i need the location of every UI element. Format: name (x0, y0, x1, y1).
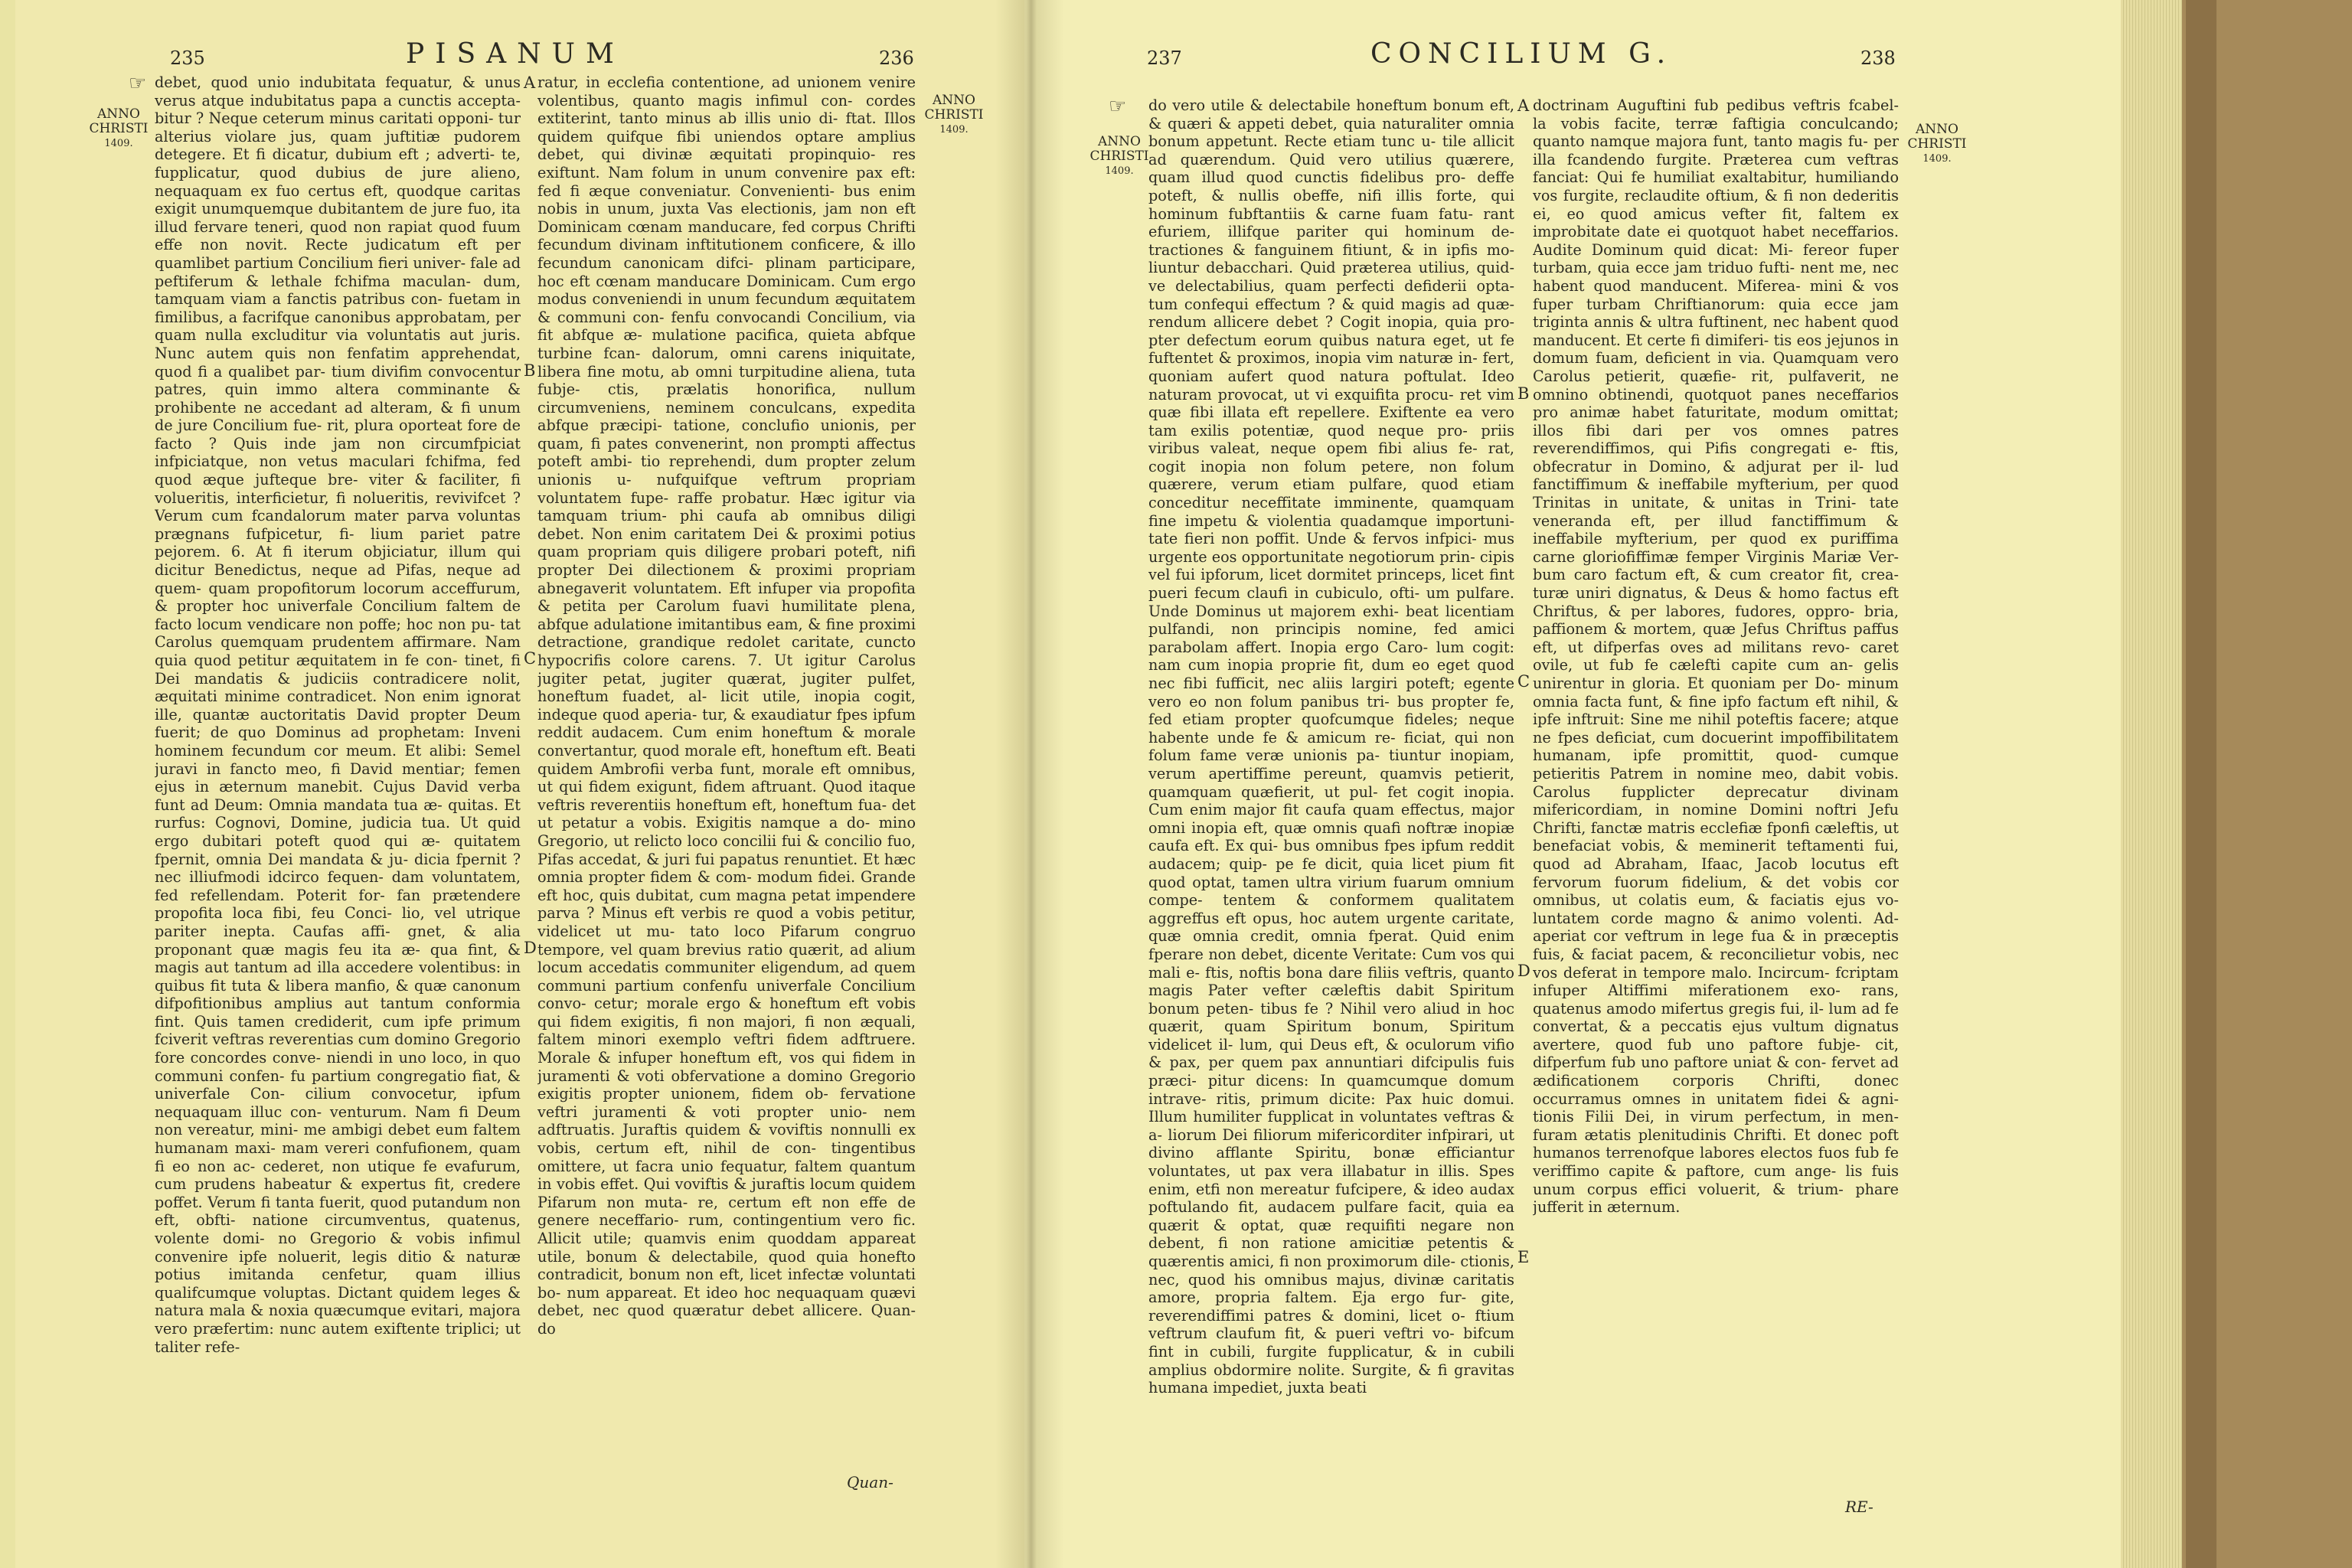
page-number-238: 238 (1860, 47, 1896, 69)
text-column-1 (155, 74, 521, 1475)
margin-christi: CHRISTI (1089, 149, 1149, 164)
section-letter-d: D (524, 939, 537, 957)
margin-christi: CHRISTI (924, 107, 984, 122)
margin-anno: ANNO (1098, 134, 1141, 149)
margin-year: 1409. (1105, 165, 1134, 177)
section-letter-c: C (524, 649, 537, 668)
pointing-hand-icon-left: ☞ (129, 72, 147, 95)
text-column-2 (537, 74, 916, 1513)
margin-christi: CHRISTI (1907, 136, 1967, 152)
margin-year: 1409. (104, 138, 133, 149)
margin-anno: ANNO (933, 93, 975, 108)
margin-christi: CHRISTI (89, 121, 149, 136)
margin-anno: ANNO (97, 106, 140, 122)
book-gutter (995, 0, 1064, 1568)
margin-note-anno-col3 (1087, 135, 1152, 178)
text-column-4 (1533, 96, 1899, 1314)
column-4-text: doctrinam Auguftini fub pedibus veftris fcabel- la vobis facite, terræ faftigia conculcando; quanto namque majora funt, tanto magis fu- per illa fcandendo furgite. Præterea cum veftras fanciat: Qui fe humiliat exaltabitur, humiliando vos furgite, reclaudite oftium, & fi non dederitis ei, eo quod amicus vefter fit, faltem ex improbitate date ei quotquot habet neceffarios. Audite Dominum quid dicat: Mi- fereor fuper turbam, quia ecce jam triduo fufti- nent me, nec habent quod manducent. Miferea- mini & vos fuper turbam Chriftianorum: quia ecce jam triginta annis & ultra fuftinent, nec habent quod manducent. Et certe fi dimiferi- tis eos jejunos in domum fuam, deficient in via. Quamquam vero Carolus petierit, quæfie- rit, pulfaverit, ne omnino obtinendi, quotquot panes neceffarios pro animæ habet faturitate, modum omittat; illos fibi dari per vos omnes patres reverendiffimos, qui Pifis congregati e- ftis, obfecratur in Domino, & adjurat per il- lud fanctiffimum & ineffabile myfterium, per quod Trinitas in unitate, & unitas in Trini- tate veneranda eft, per illud fanctiffimum & ineffabile myfterium, per quod ex puriffima carne gloriofiffimæ femper Virginis Mariæ Ver- bum caro factum eft, & cum creator fit, crea- turæ uniri dignatus, & Deus & homo factus eft Chriftus, & per labores, fudores, oppro- bria, paffionem & mortem, quæ Jefus Chriftus paffus eft, ut difperfas oves ad militans revo- caret ovile, ut fub fe cælefti capite cum an- gelis unirentur in gloria. Et quoniam per Do- minum omnia facta funt, & fine ipfo factum eft nihil, & ipfe inftruit: Sine me nihil poteftis facere; atque ne fpes deficiat, cum docuerint impoffibilitatem humanam, ipfe promittit, quod- cumque petieritis Patrem in nomine meo, dabit vobis. Carolus fupplicter deprecatur divinam mifericordiam, in nomine Domini noftri Jefu Chrifti, fanctæ matris ecclefiæ fponfi cæleftis, ut benefaciat vobis, & meminerit teftamenti fui, quod ad Abraham, Ifaac, Jacob locutus eft fervorum fuorum fidelium, & det vobis cor omnibus, ut colatis eum, & faciatis ejus vo- luntatem corde magno & animo volenti. Ad- aperiat cor veftrum in lege fua & in præceptis fuis, & faciat pacem, & reconcilietur vobis, nec vos deferat in tempore malo. Incircum- fcriptam infuper Altiffimi miferationem exo- rans, quatenus amodo mifertus gregis fui, il- lum ad fe convertat, & a peccatis ejus vultum dignatus avertere, quod fub uno paftore fubje- cit, difperfum fub uno paftore uniat & con- fervet ad ædificationem corporis Chrifti, donec occurramus omnes in unitatem fidei & agni- tionis Filii Dei, in virum perfectum, in men- furam ætatis plenitudinis Chrifti. Et donec poft humanos terrenofque labores electos fuos fub fe veriffimo capite & paftore, cum ange- lis fuis unum corpus effici voluerit, & trium- phare jufferit in æternum. (1533, 96, 1899, 1217)
column-2-text: ratur, in ecclefia contentione, ad unionem venire volentibus, quanto magis infimul con- cordes extiterint, tanto minus ab illis unio di- ftat. Illos quidem quifque fibi uniendos optare amplius debet, qui divinæ æquitati propinquio- res exiftunt. Nam folum in unum convenire pax eft: fed fi æque conveniatur. Convenienti- bus enim nobis in unum, juxta Vas electionis, jam non eft Dominicam cœnam manducare, fed corpus Chrifti fecundum divinam inftitutionem conficere, & illo fecundum canonicam difci- plinam participare, hoc eft cœnam manducare Dominicam. Cum ergo modus conveniendi in unum fecundum æquitatem & communi con- fenfu convocandi Concilium, via fit abfque æ- mulatione pacifica, quieta abfque turbine fcan- dalorum, omni carens iniquitate, libera fine motu, ab omni turpitudine aliena, tuta fubje- ctis, prælatis honorifica, nullum circumveniens, neminem conculcans, expedita abfque præcipi- tatione, conclufio unionis, per quam, fi pates convenerint, non prompti affectus poteft ambi- tio reprehendi, dum propter zelum unionis u- nufquifque veftrum propriam voluntatem fupe- raffe probatur. Hæc igitur via tamquam trium- phi caufa ab omnibus diligi debet. Non enim caritatem Dei & proximi potius quam propriam quis diligere probari poteft, nifi propter Dei dilectionem & proximi propriam abnegaverit voluntatem. Eft infuper via propofita & petita per Carolum fuavi humilitate plena, abfque adulatione imitantibus eam, & fine proximi detractione, grandique redolet caritate, cuncto hypocrifis colore carens. 7. Ut igitur Carolus jugiter petat, jugiter quærat, jugiter pulfet, honeftum fuadet, al- licit utile, inopia cogit, indeque quod aperia- tur, & exaudiatur fpes ipfum reddit audacem. Cum enim honeftum & morale convertantur, quod morale eft, honeftum eft. Beati quidem Ambrofii verba funt, morale eft omnibus, ut qui fidem exigunt, fidem aftruant. Quod itaque veftris reverentiis honeftum eft, honeftum fua- det ut petatur a vobis. Exigitis namque a do- mino Gregorio, ut relicto loco concilii fui & concilio fuo, Pifas accedat, & juri fui papatus renuntiet. Et hæc omnia propter fidem & com- modum fidei. Grande eft hoc, quis dubitat, cum magna petat impendere parva ? Minus eft verbis re quod a vobis petitur, videlicet ut mu- tato loco Pifarum congruo tempore, vel quam brevius ratio quærit, ad alium locum accedatis communiter eligendum, ad quem communi partium confenfu univerfale Concilium convo- cetur; morale ergo & honeftum eft vobis qui fidem exigitis, fi non majori, fi non æquali, faltem minori exemplo veftri fidem adftruere. Morale & infuper honeftum eft, vos qui fidem in juramenti & voti obfervatione a domino Gregorio exigitis propter unionem, fidem ob- fervatione veftri juramenti & voti propter unio- nem adftruatis. Juraftis quidem & voviftis nonnulli ex vobis, certum eft, nihil de con- tingentibus omittere, ut facra unio fequatur, faltem quantum in vobis effet. Qui voviftis & juraftis locum quidem Pifarum non muta- re, certum eft non effe de genere neceffario- rum, contingentium vero fic. Allicit utile; quamvis enim quoddam appareat utile, bonum & delectabile, quod quia honefto contradicit, bonum non eft, licet infectæ voluntati bo- num appareat. Et ideo hoc nequaquam quævi debet, nec quod quæratur debet allicere. Quan- do (537, 74, 916, 1338)
running-title-right: CONCILIUM G. (1370, 38, 1673, 70)
book-cover-edge (2186, 0, 2216, 1568)
running-title-left: PISANUM (406, 38, 625, 70)
page-number-236: 236 (879, 47, 914, 69)
column-3-text: do vero utile & delectabile honeftum bonum eft, & quæri & appeti debet, quia naturaliter omnia bonum appetunt. Recte etiam tunc u- tile allicit ad quærendum. Quid vero utilius quærere, quam illud quod cunctis fidelibus pro- deffe poteft, & nullis obeffe, nifi illis forte, qui hominum fubftantiis & carne fuam fatu- rant efuriem, illifque pariter qui hominum de- tractiones & fanguinem fitiunt, & in ipfis mo- liuntur debacchari. Quid præterea utilius, quid- ve delectabilius, quam perfecti defiderii opta- tum confequi effectum ? & quid magis ad quæ- rendum allicere debet ? Cogit inopia, quia pro- pter defectum eorum quibus natura eget, ut fe fuftentet & proximos, inopia vim naturæ in- fert, quoniam aufert quod natura poftulat. Ideo naturam provocat, ut vi exquifita procu- ret vim quæ fibi illata eft repellere. Exiftente ea vero tam exilis potentiæ, quod neque pro- priis viribus valeat, neque opem fibi alius fe- rat, cogit inopia non folum petere, non folum quærere, verum etiam pulfare, quod etiam conceditur neceffitate imminente, quamquam fine impetu & violentia quadamque importuni- tate fieri non poffit. Unde & fervos infpici- mus urgente eos opportunitate negotiorum prin- cipis vel fui ipforum, licet dormitet princeps, licet fint pueri fecum claufi in cubiculo, ofti- um pulfare. Unde Dominus ut majorem exhi- beat licentiam pulfandi, non principis nomine, fed amici parabolam affert. Inopia ergo Caro- lum cogit: nam cum inopia proprie fit, dum eo eget quod nec fibi fufficit, nec aliis largiri poteft; egente vero eo non folum panibus tri- bus propter fe, fed etiam propter quofcumque fideles; neque habente unde fe & amicum re- ficiat, qui non folum fame veræ unionis pa- tiuntur inopiam, verum apertiffime pereunt, quamvis petierit, quamquam quæfierit, ut pul- fet cogit inopia. Cum enim major fit caufa quam effectus, major omni inopia eft, quæ omnis quafi noftræ inopiæ caufa eft. Ex qui- bus omnibus fpes ipfum reddit audacem; quip- pe fe dicit, quia licet pium fit quod optat, tamen ultra virium fuarum omnium compe- tentem & conformem qualitatem aggreffus eft opus, hoc autem urgente caritate, quæ omnia credit, omnia fperat. Quid enim fperare non debet, dicente Veritate: Cum vos qui mali e- ftis, noftis bona dare filiis veftris, quanto magis Pater vefter cæleftis dabit Spiritum bonum peten- tibus fe ? Nihil vero aliud in hoc quærit, quam Spiritum bonum, Spiritum videlicet il- lum, qui Deus eft, & oculorum vifio & pax, per quem pax annuntiari difcipulis fuis præci- pitur dicens: In quamcumque domum intrave- ritis, primum dicite: Pax huic domui. Illum humiliter fupplicat in voluntates veftras & a- liorum Dei filiorum mifericorditer infpirari, ut divino afflante Spiritu, bonæ efficiantur voluntates, ut pax vera illabatur in illis. Spes enim, etfi non mereatur fufcipere, & ideo audax poftulando fit, audacem pulfare facit, quia ea quærit & optat, quæ requifiti negare non debent, fi non ratione amicitiæ petentis & quærentis amici, fi non proximorum dile- ctionis, nec, quod his omnibus majus, divinæ caritatis amore, propria faltem. Eja ergo fur- gite, reverendiffimi patres & domini, licet o- ftium veftrum claufum fit, & pueri veftri vo- bifcum fint in cubili, furgite fupplicatur, & in cubili amplius obdormire nolite. Surgite, & fi gravitas humana impediet, juxta beati (1148, 96, 1514, 1397)
margin-note-anno-right (1900, 122, 1974, 166)
section-letter-c: C (1517, 672, 1530, 691)
page-edges (2121, 0, 2182, 1568)
page-number-237: 237 (1147, 47, 1182, 69)
page-number-235: 235 (170, 47, 205, 69)
section-letter-b: B (524, 361, 536, 380)
margin-year: 1409. (1922, 153, 1952, 165)
margin-note-anno-col2 (917, 93, 991, 137)
catchword-col2: Quan- (847, 1473, 893, 1491)
margin-year: 1409. (939, 124, 969, 136)
catchword-page-end: RE- (1845, 1498, 1873, 1516)
pointing-hand-icon-right: ☞ (1109, 95, 1127, 118)
margin-note-anno-left (84, 107, 153, 151)
column-1-text: debet, quod unio indubitata fequatur, & unus verus atque indubitatus papa a cunctis accepta- bitur ? Neque ceterum minus caritati opponi- tur alterius violare jus, quam juftitiæ pudorem detegere. Et fi dicatur, dubium eft ; adverti- te, fupplicatur, quod dubius de jure alieno, nequaquam ex fuo certus eft, quodque caritas exigit unumquemque dubitantem de jure fuo, ita illud fervare teneri, quod non rapiat quod fuum effe non novit. Recte judicatum eft per quamlibet partium Concilium fieri univer- fale ad peftiferum & lethale fchifma maculan- dum, tamquam viam a fanctis patribus con- fuetam in fimilibus, a facrifque canonibus approbatam, per quam nulla excluditur via voluntatis aut juris. Nunc autem quis non fenfatim apprehendat, quod fi a qualibet par- tium divifim convocentur patres, quin immo altera comminante & prohibente ne accedant ad alteram, & fi unum de jure Concilium fue- rit, plura oporteat fore de facto ? Quis inde jam non circumfpiciat infpiciatque, non vetus maculari fchifma, fed quod æque jufteque bre- viter & faciliter, fi volueritis, interficietur, fi nolueritis, revivifcet ? Verum cum fcandalorum mater parva voluntas prægnans fufpicetur, fi- lium pariet patre pejorem. 6. At fi iterum objiciatur, illum qui dicitur Benedictus, neque ad Pifas, neque ad quem- quam propofitorum locorum acceffurum, & propter hoc univerfale Concilium faltem de facto locum vendicare non poffe; hoc non pu- tat Carolus quemquam prudentem affirmare. Nam quia quod petitur æquitatem in fe con- tinet, fi Dei mandatis & judiciis contradicere nolit, æquitati minime contradicet. Non enim ignorat ille, quantæ auctoritatis David propter Deum fuerit; de quo Dominus ad prophetam: Inveni hominem fecundum cor meum. Et alibi: Semel juravi in fancto meo, fi David mentiar; femen ejus in æternum manebit. Cujus David verba funt ad Deum: Omnia mandata tua æ- quitas. Et rurfus: Cognovi, Domine, judicia tua. Ut quid ergo dubitari poteft quod qui æ- quitatem fpernit, omnia Dei mandata & ju- dicia fpernit ? nec illiufmodi idcirco fequen- dam voluntatem, fed refellendam. Poterit for- fan prætendere propofita loca fibi, feu Conci- lio, vel utrique pariter inepta. Caufas affi- gnet, & alia proponant quæ magis feu ita æ- qua fint, & magis aut tantum ad illa accedere volentibus: in quibus fit tuta & libera manfio, & quæ canonum difpofitionibus amplius aut tantum conformia fint. Quis tamen crediderit, cum ipfe primum fciverit veftras reverentias cum domino Gregorio fore concordes conve- niendi in uno loco, in quo communi confen- fu partium congregatio fiat, & univerfale Con- cilium convocetur, ipfum nequaquam illuc con- venturum. Nam fi Deum non vereatur, mini- me ambigi debet eum faltem humanam maxi- mam vereri confufionem, quam fi eo non ac- cederet, non utique fe evafurum, cum prudens habeatur & expertus fit, credere poffet. Verum fi tanta fuerit, quod putandum non eft, obfti- natione circumventus, quatenus, volente domi- no Gregorio & vobis infimul convenire ipfe noluerit, legis ditio & naturæ potius imitanda cenfetur, quam illius qualifcumque voluptas. Dictant quidem leges & natura mala & noxia quæcumque evitari, majora vero præfertim: nunc autem exiftente triplici; ut taliter refe- (155, 74, 521, 1356)
section-letter-d: D (1517, 962, 1530, 980)
text-column-3 (1148, 96, 1514, 1498)
section-letter-b: B (1517, 384, 1530, 403)
section-letter-e: E (1517, 1248, 1530, 1266)
section-letter-a: A (524, 74, 536, 92)
margin-anno: ANNO (1916, 122, 1958, 137)
section-letter-a: A (1517, 96, 1530, 115)
